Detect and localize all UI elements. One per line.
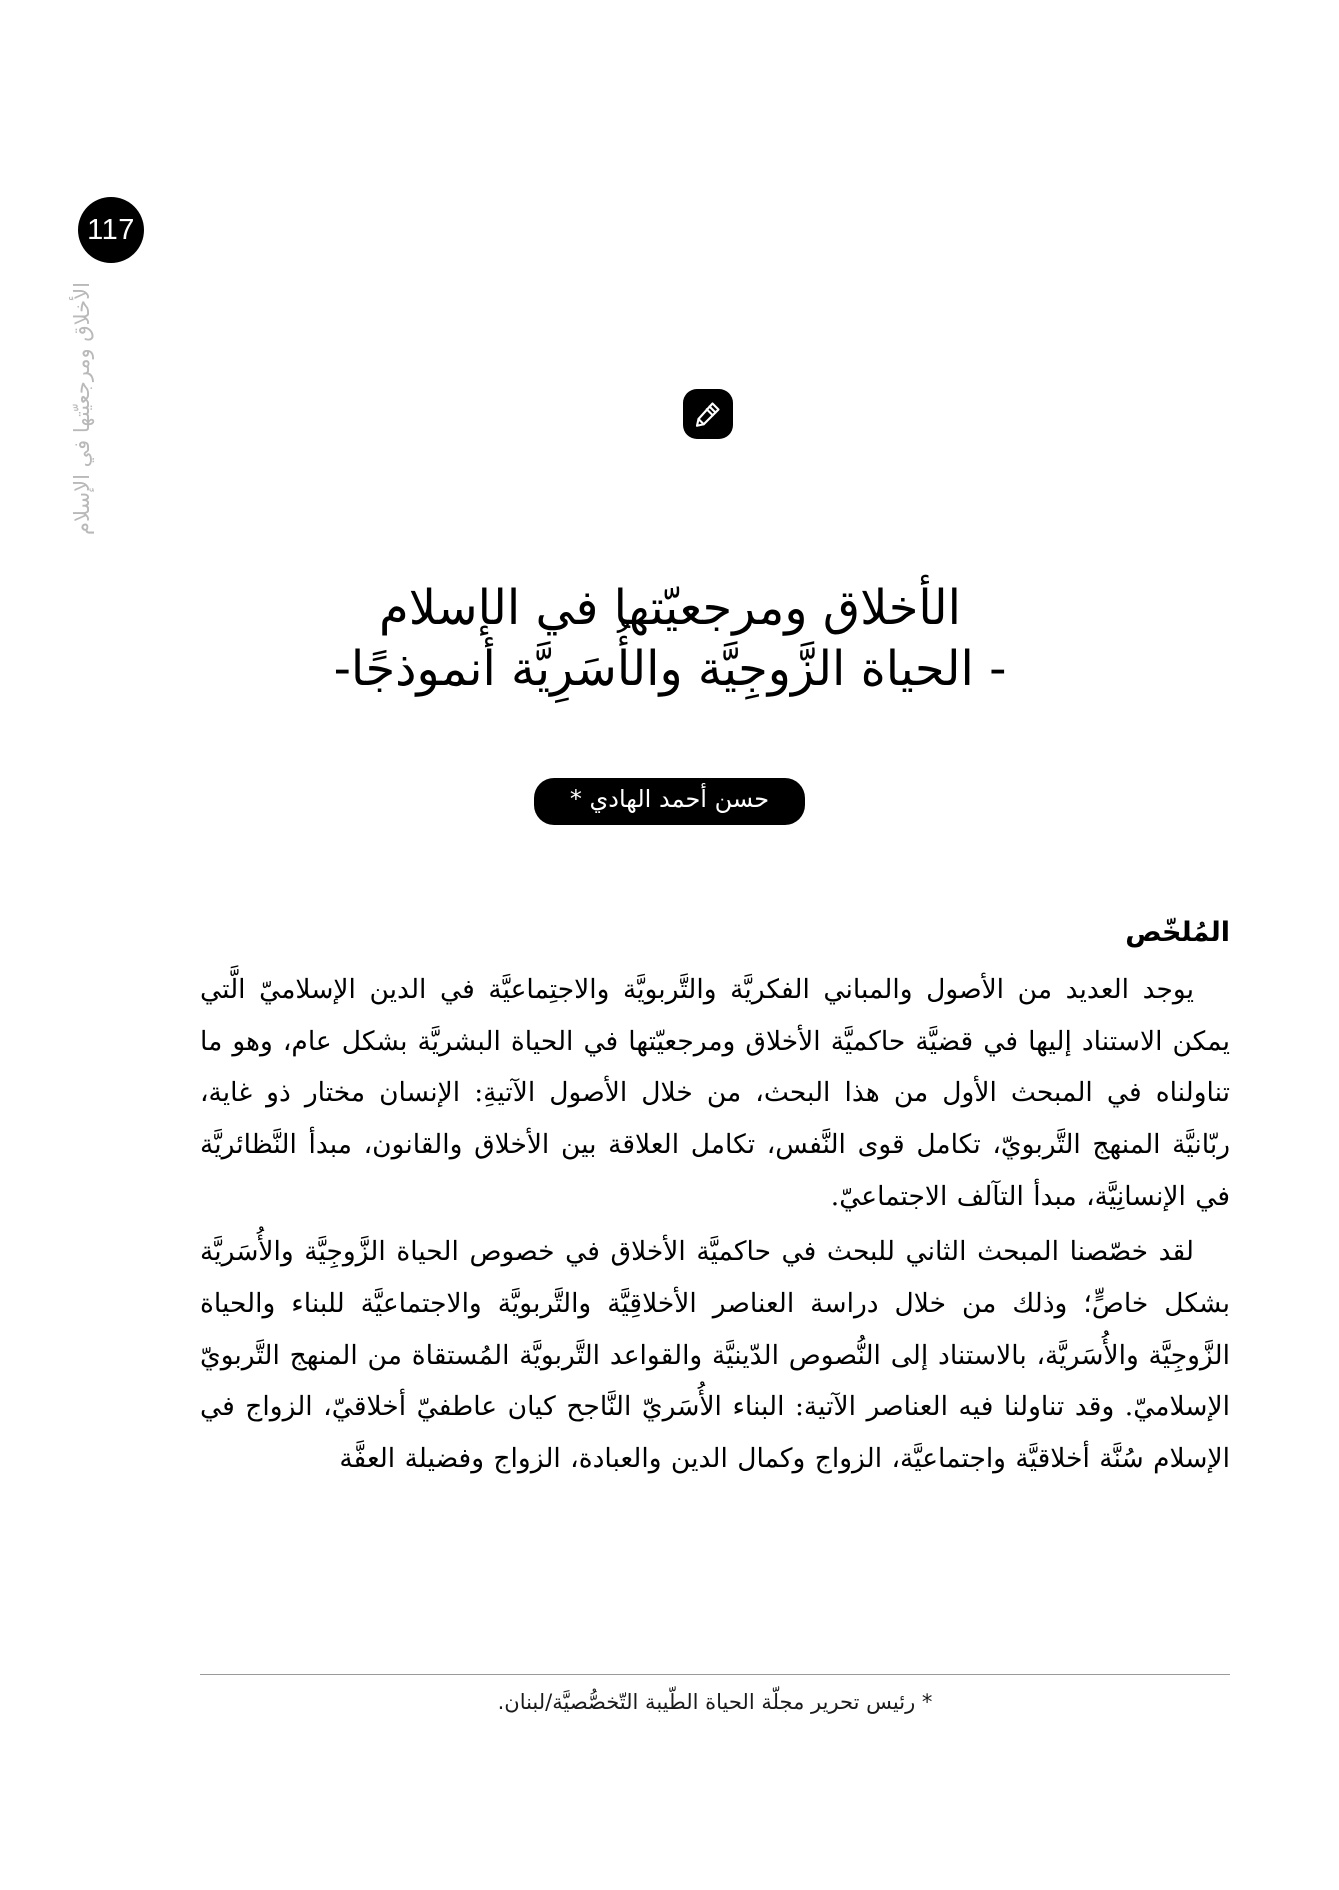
pencil-icon-chip: [683, 389, 733, 439]
abstract-heading: المُلخّص: [1125, 917, 1230, 948]
abstract-paragraph: يوجد العديد من الأصول والمباني الفكريَّة والتَّربويَّة والاجتِماعيَّة في الدين الإسلاميّ الَّتي يمكن الاستناد إليها في قضيَّة حاكميَّة الأخلاق ومرجعيّتها في الحياة البشريَّة بشكل عام، وهو ما تناولناه في المبحث الأول من هذا البحث، من خلال الأصول الآتيةِ: الإنسان مختار ذو غاية، ربّانيَّة المنهج التَّربويّ، تكامل قوى النَّفس، تكامل العلاقة بين الأخلاق والقانون، مبدأ النَّظائريَّة في الإنسانِيَّة، مبدأ التآلف الاجتماعيّ.: [200, 974, 1230, 1212]
pencil-icon: [693, 399, 723, 429]
footnote-text: * رئيس تحرير مجلّة الحياة الطّيبة التّخصُّصيَّة/لبنان.: [497, 1689, 933, 1714]
abstract-section: [200, 915, 1230, 1485]
page-title: [190, 578, 1150, 701]
footnote-divider: [200, 1674, 1230, 1675]
footnote-area: [200, 1674, 1230, 1719]
author-container: [0, 778, 1339, 825]
title-line-1: الأخلاق ومرجعيّتها في الإسلام: [379, 580, 961, 636]
title-line-2: - الحياة الزَّوجِيَّة والأُسَرِيَّة أنموذجًا-: [333, 641, 1007, 698]
author-badge: حسن أحمد الهادي *: [534, 778, 805, 825]
running-header: [62, 280, 102, 580]
running-header-text: الأخلاق ومرجعيّتها في الإسلام: [69, 282, 94, 535]
page-number-badge: 117: [78, 197, 144, 263]
abstract-paragraph: لقد خصّصنا المبحث الثاني للبحث في حاكميَّة الأخلاق في خصوص الحياة الزَّوجِيَّة والأُسَريَّة بشكل خاصٍّ؛ وذلك من خلال دراسة العناصر الأخلاقِيَّة والتَّربويَّة والاجتماعيَّة للبناء والحياة الزَّوجِيَّة والأُسَريَّة، بالاستناد إلى النُّصوص الدّينيَّة والقواعد التَّربويَّة المُستقاة من المنهج التَّربويّ الإسلاميّ. وقد تناولنا فيه العناصر الآتية: البناء الأُسَريّ النَّاجح كيان عاطفيّ أخلاقيّ، الزواج في الإسلام سُنَّة أخلاقيَّة واجتماعيَّة، الزواج وكمال الدين والعبادة، الزواج وفضيلة العفَّة: [200, 1236, 1230, 1475]
